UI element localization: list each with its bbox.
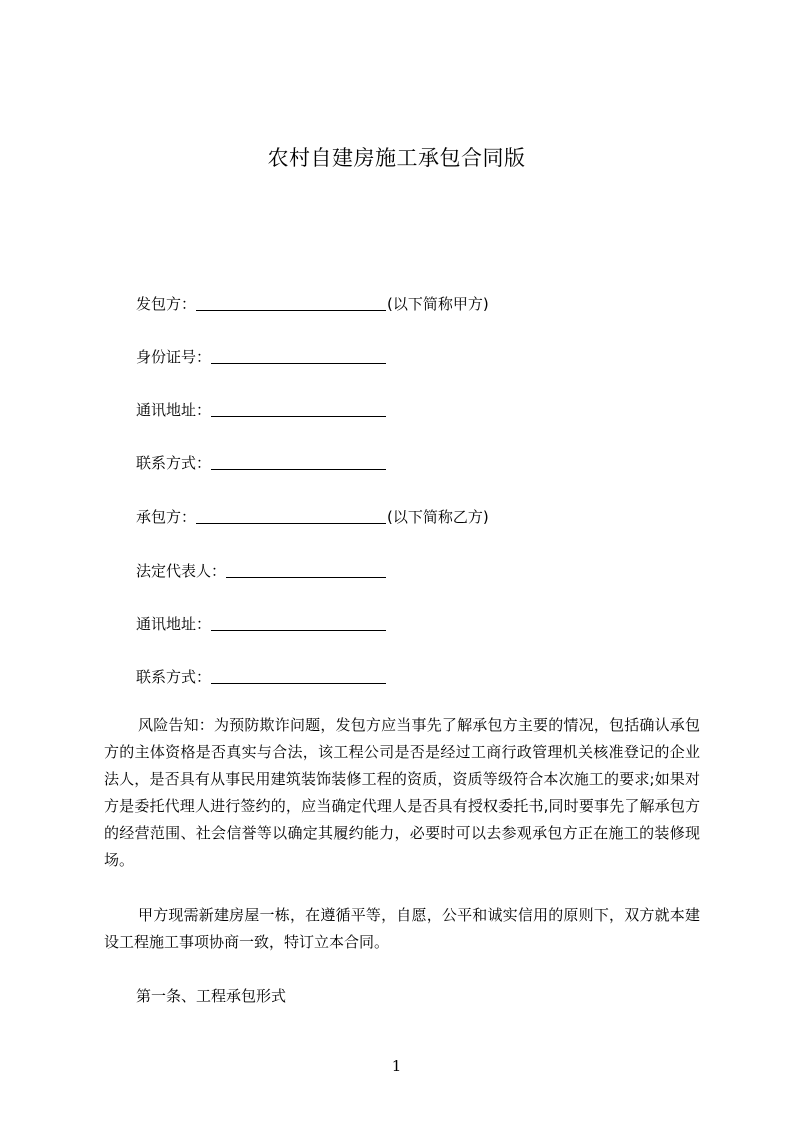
- employer-contact-blank[interactable]: [211, 453, 386, 470]
- risk-notice-paragraph: 风险告知：为预防欺诈问题，发包方应当事先了解承包方主要的情况，包括确认承包方的主体资格是否真实与合法，该工程公司是否是经过工商行政管理机关核准登记的企业法人，是否具有从事民用建筑装饰装修工程的资质，资质等级符合本次施工的要求;如果对方是委托代理人进行签约的，应当确定代理人是否具有授权委托书,同时要事先了解承包方的经营范围、社会信誉等以确定其履约能力，必要时可以去参观承包方正在施工的装修现场。: [104, 716, 700, 869]
- employer-contact-field: [136, 449, 387, 473]
- contractor-suffix: (以下简称乙方): [387, 508, 489, 526]
- id-number-field: [136, 343, 387, 367]
- legal-rep-field: [136, 557, 387, 581]
- contractor-address-field: [136, 610, 387, 634]
- id-number-label: 身份证号：: [136, 348, 212, 366]
- contractor-contact-blank[interactable]: [211, 667, 386, 684]
- page-number: 1: [391, 1057, 402, 1075]
- contractor-contact-field: [136, 663, 387, 687]
- employer-field: [136, 290, 489, 314]
- employer-blank[interactable]: [196, 294, 386, 311]
- contractor-field: [136, 503, 489, 527]
- document-title: 农村自建房施工承包合同版: [267, 146, 526, 170]
- legal-rep-blank[interactable]: [226, 561, 386, 578]
- contractor-blank[interactable]: [196, 507, 386, 524]
- legal-rep-label: 法定代表人：: [136, 562, 227, 580]
- article-1-heading: 第一条、工程承包形式: [136, 987, 287, 1005]
- id-number-blank[interactable]: [211, 347, 386, 364]
- contractor-address-label: 通讯地址：: [136, 615, 212, 633]
- employer-address-label: 通讯地址：: [136, 401, 212, 419]
- contractor-address-blank[interactable]: [211, 614, 386, 631]
- employer-contact-label: 联系方式：: [136, 454, 212, 472]
- employer-label: 发包方：: [136, 295, 197, 313]
- contractor-label: 承包方：: [136, 508, 197, 526]
- intro-paragraph: 甲方现需新建房屋一栋，在遵循平等，自愿，公平和诚实信用的原则下，双方就本建设工程施工事项协商一致，特订立本合同。: [104, 906, 700, 951]
- contractor-contact-label: 联系方式：: [136, 668, 212, 686]
- employer-address-field: [136, 396, 387, 420]
- employer-address-blank[interactable]: [211, 400, 386, 417]
- employer-suffix: (以下简称甲方): [387, 295, 489, 313]
